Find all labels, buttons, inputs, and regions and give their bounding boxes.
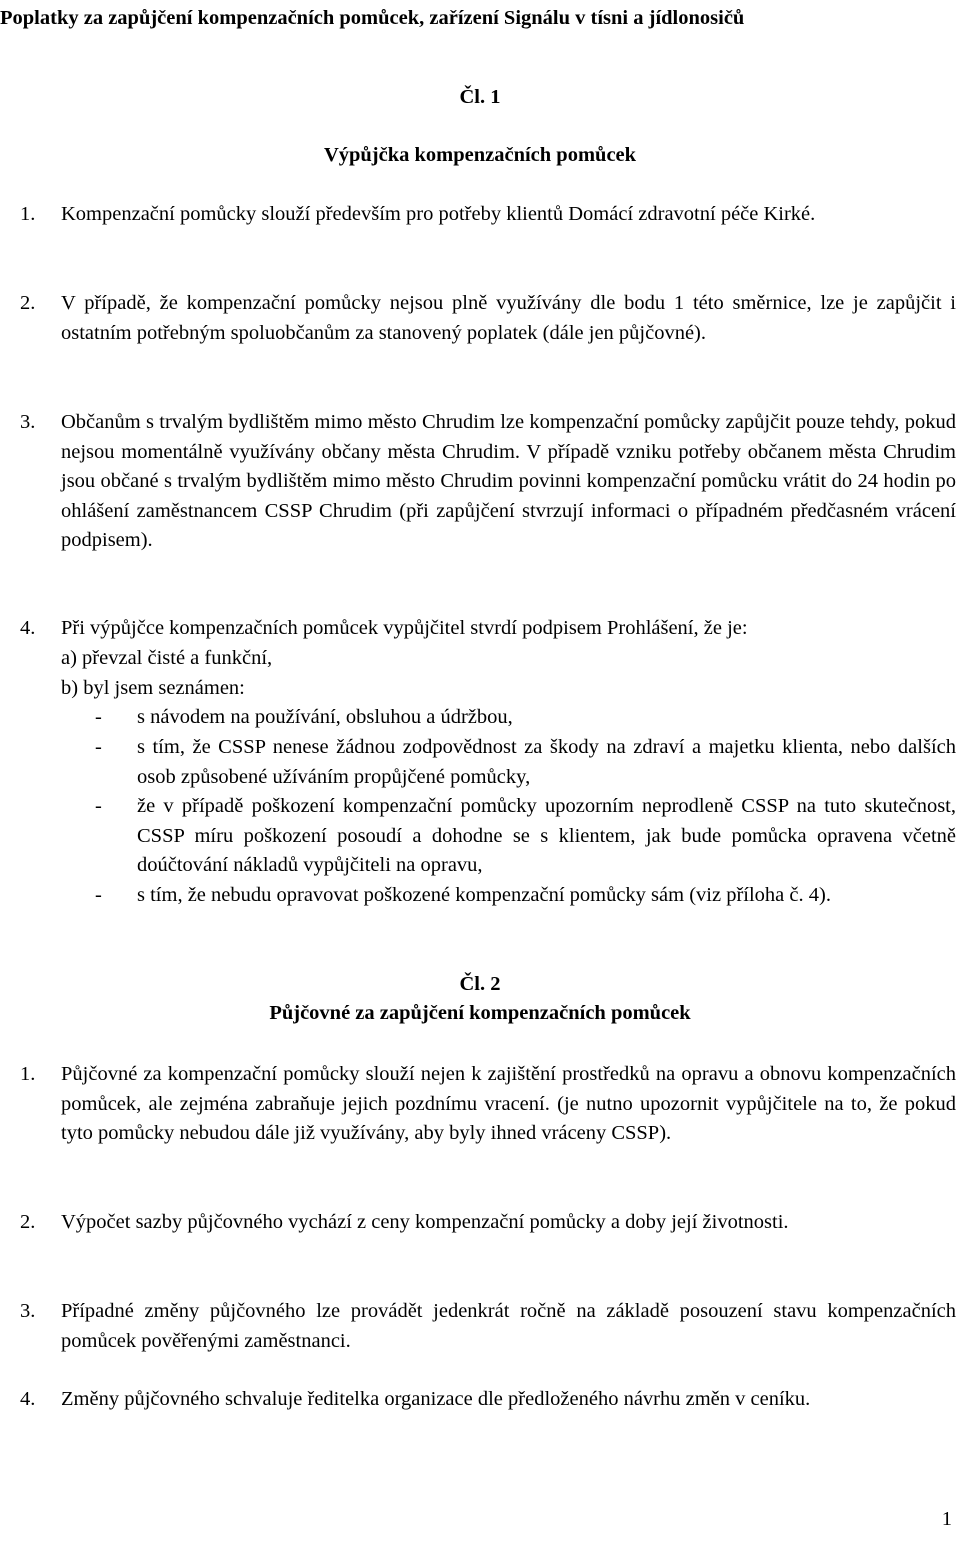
item-text: Případné změny půjčovného lze provádět jedenkrát ročně na základě posouzení stavu kompenzačních pomůcek pověřenými zaměstnanci. bbox=[61, 1300, 956, 1352]
article-2-heading: Půjčovné za zapůjčení kompenzačních pomůcek bbox=[269, 1002, 691, 1024]
item-text: Výpočet sazby půjčovného vychází z ceny kompenzační pomůcky a doby její životnosti. bbox=[61, 1211, 789, 1233]
article-1-item-3 bbox=[20, 408, 956, 556]
dash-bullet: - bbox=[95, 795, 102, 817]
dash-item-text: s tím, že nebudu opravovat poškozené kompenzační pomůcky sám (viz příloha č. 4). bbox=[137, 884, 831, 906]
item-number: 3. bbox=[20, 411, 36, 433]
item-number: 3. bbox=[20, 1300, 36, 1322]
dash-item-text: že v případě poškození kompenzační pomůcky upozorním neprodleně CSSP na tuto skutečnost, CSSP míru poškození posoudí a dohodne se s klientem, jak bude pomůcka opravena včetně doúčtování nákladů vypůjčiteli na opravu, bbox=[137, 795, 956, 876]
item-text: Změny půjčovného schvaluje ředitelka organizace dle předloženého návrhu změn v ceníku. bbox=[61, 1388, 811, 1410]
dash-item-text: s návodem na používání, obsluhou a údržbou, bbox=[137, 706, 513, 728]
article-1-number: Čl. 1 bbox=[459, 86, 501, 108]
dash-item-2 bbox=[0, 733, 960, 792]
sub-item-b: b) byl jsem seznámen: bbox=[61, 677, 245, 699]
dash-bullet: - bbox=[95, 884, 102, 906]
dash-item-text: s tím, že CSSP nenese žádnou zodpovědnost za škody na zdraví a majetku klienta, nebo dalších osob způsobené užíváním propůjčené pomůcky, bbox=[137, 736, 956, 788]
dash-item-4 bbox=[0, 881, 960, 940]
item-text: Kompenzační pomůcky slouží především pro potřeby klientů Domácí zdravotní péče Kirké. bbox=[61, 203, 816, 225]
article-2-number: Čl. 2 bbox=[459, 973, 501, 995]
article-1-item-4 bbox=[20, 614, 956, 644]
document-title: Poplatky za zapůjčení kompenzačních pomůcek, zařízení Signálu v tísni a jídlonosičů bbox=[0, 7, 745, 29]
article-1-item-1 bbox=[20, 200, 956, 230]
item-text: Občanům s trvalým bydlištěm mimo město Chrudim lze kompenzační pomůcky zapůjčit pouze tehdy, pokud nejsou momentálně využívány občany města Chrudim. V případě vzniku potřeby občanem města Chrudim jsou občané s trvalým bydlištěm mimo město Chrudim povinni kompenzační pomůcku vrátit do 24 hodin po ohlášení zaměstnancem CSSP Chrudim (při zapůjčení stvrzují informaci o případném předčasném vrácení podpisem). bbox=[61, 411, 956, 551]
article-1-heading: Výpůjčka kompenzačních pomůcek bbox=[323, 144, 637, 166]
dash-bullet: - bbox=[95, 736, 102, 758]
item-text: Při výpůjčce kompenzačních pomůcek vypůjčitel stvrdí podpisem Prohlášení, že je: bbox=[61, 617, 748, 639]
item-number: 2. bbox=[20, 1211, 36, 1233]
dash-item-3 bbox=[0, 792, 960, 881]
article-2-item-1 bbox=[20, 1060, 956, 1149]
page-number: 1 bbox=[941, 1508, 952, 1530]
article-2-item-2 bbox=[20, 1208, 956, 1238]
article-2-item-4 bbox=[20, 1385, 956, 1415]
item-text: Půjčovné za kompenzační pomůcky slouží nejen k zajištění prostředků na opravu a obnovu kompenzačních pomůcek, ale zejména zabraňuje jejich pozdnímu vracení. (je nutno upozornit vypůjčitele na to, že pokud tyto pomůcky nebudou dále již využívány, aby byly ihned vráceny CSSP). bbox=[61, 1063, 956, 1144]
article-1-item-2 bbox=[20, 289, 956, 348]
item-number: 2. bbox=[20, 292, 36, 314]
item-text: V případě, že kompenzační pomůcky nejsou plně využívány dle bodu 1 této směrnice, lze je zapůjčit i ostatním potřebným spoluobčanům za stanovený poplatek (dále jen půjčovné). bbox=[61, 292, 956, 344]
dash-bullet: - bbox=[95, 706, 102, 728]
item-number: 4. bbox=[20, 1388, 36, 1410]
dash-item-1 bbox=[0, 703, 960, 732]
item-number: 1. bbox=[20, 1063, 36, 1085]
item-number: 4. bbox=[20, 617, 36, 639]
article-2-item-3 bbox=[20, 1297, 956, 1356]
item-number: 1. bbox=[20, 203, 36, 225]
sub-item-a: a) převzal čisté a funkční, bbox=[61, 647, 273, 669]
